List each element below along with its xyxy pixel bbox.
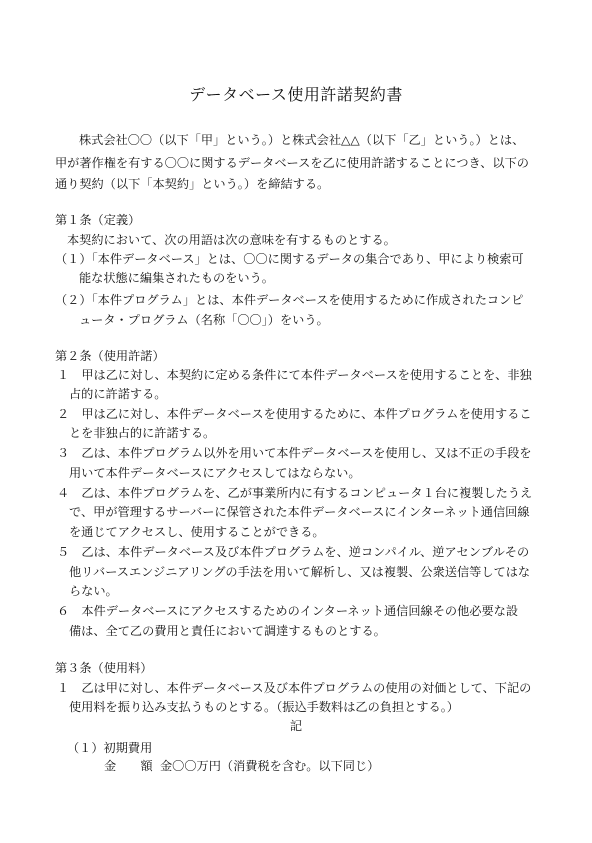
article2-heading: 第２条（使用許諾）: [55, 349, 165, 363]
article1-line: ュータ・プログラム（名称「〇〇」）をいう。: [79, 313, 329, 327]
preamble-line-2: 甲が著作権を有する〇〇に関するデータベースを乙に使用許諾することにつき、以下の: [55, 156, 529, 170]
article3-line: １ 乙は甲に対し、本件データベース及び本件プログラムの使用の対価として、下記の: [57, 681, 532, 695]
article2-line: 用いて本件データベースにアクセスしてはならない。: [69, 466, 361, 480]
document-title: データベース使用許諾契約書: [189, 85, 403, 104]
article2-line: ６ 本件データベースにアクセスするためのインターネット通信回線その他必要な設: [57, 604, 519, 618]
article2-line: ３ 乙は、本件プログラム以外を用いて本件データベースを使用し、又は不正の手段を: [57, 446, 532, 460]
article2-line: とを非独占的に許諾する。: [69, 426, 216, 440]
article2-line: 他リバースエンジニアリングの手法を用いて解析し、又は複製、公衆送信等してはな: [69, 565, 531, 579]
article2-line: １ 甲は乙に対し、本契約に定める条件にて本件データベースを使用することを、非独: [57, 368, 532, 382]
preamble-line-3: 通り契約（以下「本契約」という。）を締結する。: [55, 177, 330, 191]
fee-subheading: （１）初期費用: [67, 741, 153, 755]
article2-line: 占的に許諾する。: [69, 387, 167, 401]
article3-heading: 第３条（使用料）: [55, 661, 153, 675]
article3-line: 使用料を振り込み支払うものとする。（振込手数料は乙の負担とする。）: [69, 700, 459, 714]
article2-line: ２ 甲は乙に対し、本件データベースを使用するために、本件プログラムを使用するこ: [57, 407, 532, 421]
article2-line: ５ 乙は、本件データベース及び本件プログラムを、逆コンパイル、逆アセンブルその: [57, 545, 530, 559]
ki-marker: 記: [289, 719, 303, 733]
article2-line: で、甲が管理するサーバーに保管された本件データベースにインターネット通信回線: [69, 505, 530, 519]
article2-line: ４ 乙は、本件プログラムを、乙が事業所内に有するコンピュータ１台に複製したうえ: [57, 486, 533, 500]
article1-line: （２）「本件プログラム」とは、本件データベースを使用するために作成されたコンピ: [55, 293, 524, 307]
amount-value: 金〇〇万円（消費税を含む。以下同じ）: [160, 759, 380, 773]
article1-heading: 第１条（定義）: [55, 213, 141, 227]
article2-line: らない。: [69, 584, 118, 598]
article1-line: （１）「本件データベース」とは、〇〇に関するデータの集合であり、甲により検索可: [55, 252, 524, 266]
article1-line: 本契約において、次の用語は次の意味を有するものとする。: [67, 233, 396, 247]
article2-line: 備は、全て乙の費用と責任において調達するものとする。: [69, 624, 386, 638]
article2-line: を通じてアクセスし、使用することができる。: [69, 525, 325, 539]
article1-line: 能な状態に編集されたものをいう。: [79, 271, 274, 285]
amount-label: 金 額: [104, 759, 153, 773]
preamble-line-1: 株式会社〇〇（以下「甲」という。）と株式会社△△（以下「乙」という。）とは、: [79, 133, 525, 147]
